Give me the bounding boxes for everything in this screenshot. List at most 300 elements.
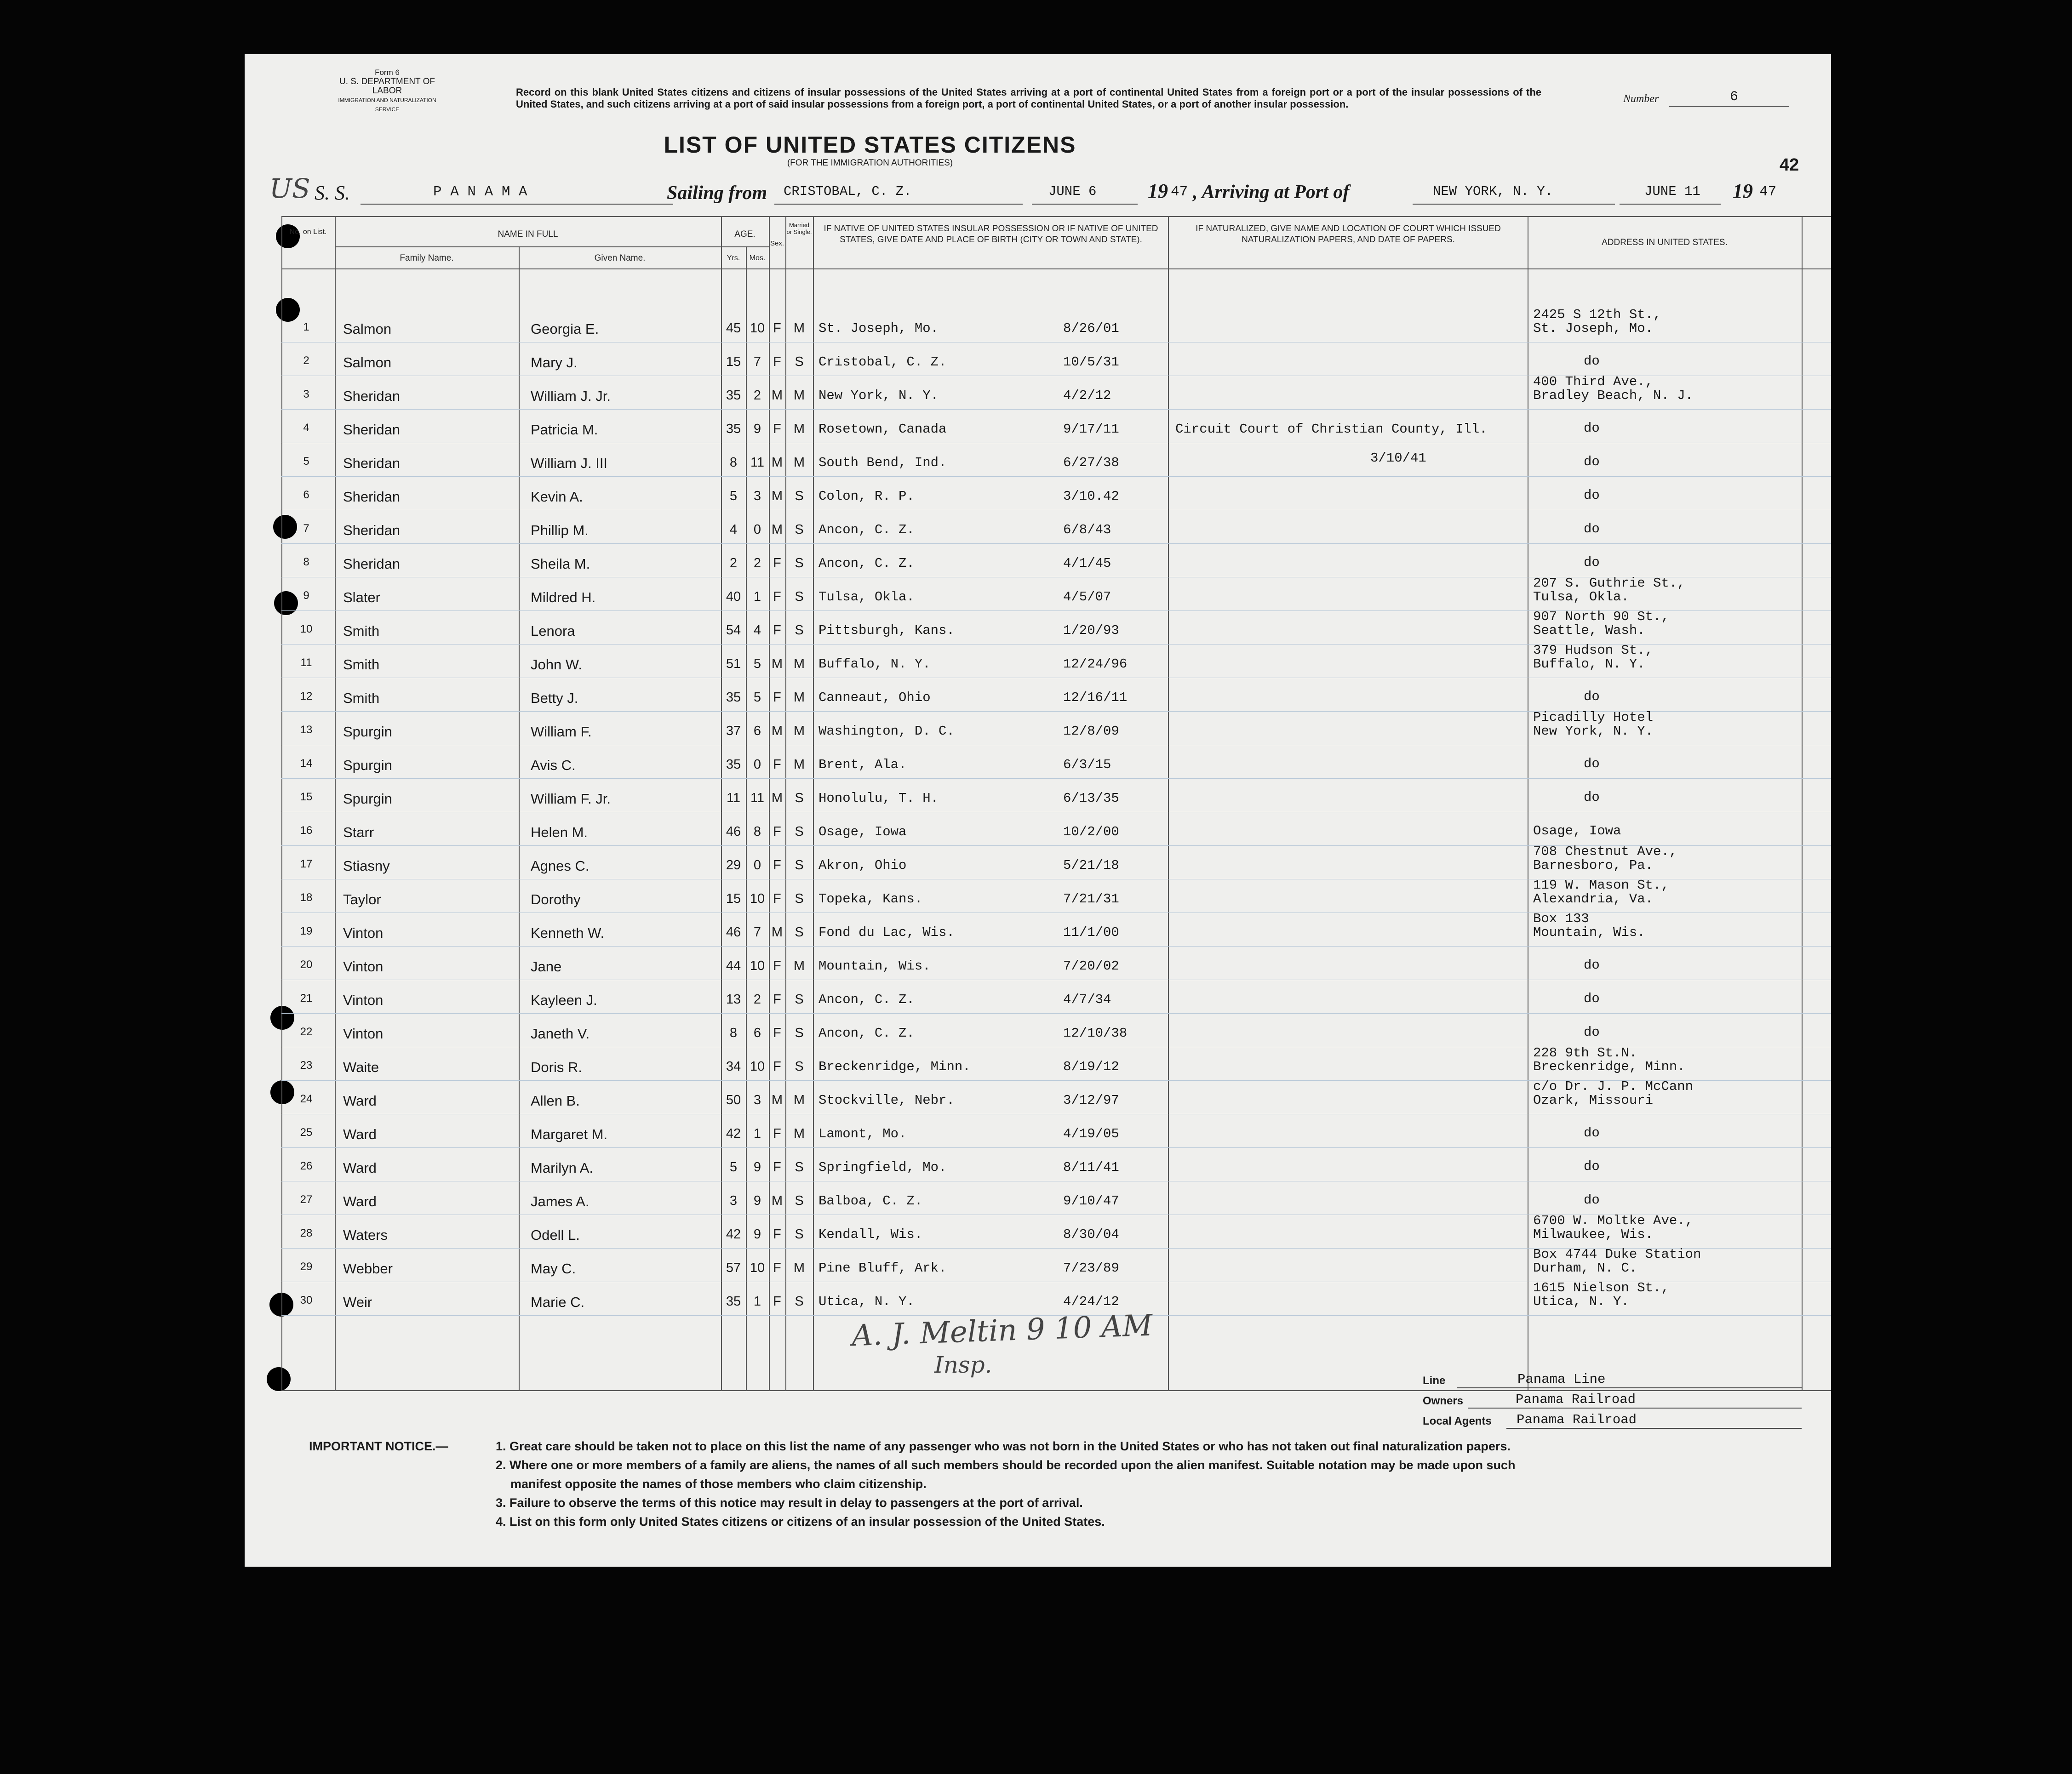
given-name: John W. — [531, 656, 582, 673]
us-address: 119 W. Mason St., Alexandria, Va. — [1533, 878, 1669, 907]
age-months: 9 — [753, 1160, 761, 1175]
age-months: 5 — [753, 656, 761, 671]
given-name: Helen M. — [531, 824, 588, 840]
marital-status: M — [793, 321, 805, 336]
table-bottom-border — [281, 1390, 1831, 1391]
marital-status: S — [795, 1193, 804, 1208]
sex: M — [771, 791, 783, 805]
row-number: 21 — [300, 992, 313, 1004]
age-months: 0 — [753, 522, 761, 537]
arrival-port: NEW YORK, N. Y. — [1433, 184, 1553, 199]
row-number: 10 — [300, 623, 313, 635]
age-months: 10 — [750, 891, 765, 906]
service-name: IMMIGRATION AND NATURALIZATION SERVICE — [338, 97, 436, 113]
given-name: Marilyn A. — [531, 1160, 594, 1176]
notice-item-4: 4. List on this form only United States citizens or citizens of an insular possession of the United States. — [496, 1515, 1105, 1529]
us-address: do — [1584, 421, 1600, 436]
form-title: LIST OF UNITED STATES CITIZENS — [664, 132, 1076, 158]
owners-underline — [1468, 1408, 1802, 1409]
birth-place: Canneaut, Ohio — [818, 690, 931, 705]
birth-place: Buffalo, N. Y. — [818, 656, 931, 672]
family-name: Stiasny — [343, 858, 390, 874]
us-address: 1615 Nielson St., Utica, N. Y. — [1533, 1280, 1669, 1309]
departure-date: JUNE 6 — [1048, 184, 1097, 199]
inspector-title: Insp. — [934, 1352, 992, 1378]
header-bottom-border — [281, 268, 1831, 269]
row-number: 25 — [300, 1126, 313, 1139]
age-years: 37 — [726, 724, 741, 738]
col-header-yrs: Yrs. — [727, 254, 740, 262]
age-months: 4 — [753, 623, 761, 638]
sex: F — [773, 589, 781, 604]
marital-status: S — [795, 556, 804, 570]
marital-status: M — [793, 724, 805, 738]
age-years: 35 — [726, 388, 741, 403]
notice-item-2: 2. Where one or more members of a family are aliens, the names of all such members should be recorded upon the alien manifest. Suitable notation may be made upon such — [496, 1458, 1516, 1472]
us-address: c/o Dr. J. P. McCann Ozark, Missouri — [1533, 1079, 1694, 1108]
age-years: 11 — [726, 791, 741, 805]
number-caption: Number — [1623, 93, 1659, 105]
sailing-label: Sailing from — [667, 183, 767, 204]
age-months: 10 — [750, 1261, 765, 1275]
line-underline — [1457, 1387, 1802, 1388]
age-years: 13 — [726, 992, 741, 1007]
notice-item-2-cont: manifest opposite the names of those members who claim citizenship. — [510, 1477, 927, 1491]
sex: F — [773, 1261, 781, 1275]
given-name: Odell L. — [531, 1227, 580, 1243]
age-months: 10 — [750, 958, 765, 973]
inspector-signature: A. J. Meltin 9 10 AM — [851, 1308, 1153, 1353]
birth-date: 7/23/89 — [1063, 1261, 1119, 1276]
family-name: Vinton — [343, 958, 383, 975]
marital-status: S — [795, 858, 804, 873]
row-number: 7 — [303, 522, 309, 535]
birth-date: 12/10/38 — [1063, 1026, 1128, 1041]
col-header-address: ADDRESS IN UNITED STATES. — [1602, 238, 1728, 247]
birth-date: 6/3/15 — [1063, 757, 1111, 772]
us-address: Box 133 Mountain, Wis. — [1533, 911, 1645, 940]
col-header-age: AGE. — [734, 229, 756, 239]
sex: F — [773, 690, 781, 705]
given-name: Agnes C. — [531, 858, 590, 874]
sex: F — [773, 1227, 781, 1242]
us-address: 228 9th St.N. Breckenridge, Minn. — [1533, 1045, 1685, 1074]
birth-place: Pittsburgh, Kans. — [818, 623, 955, 638]
us-address: 708 Chestnut Ave., Barnesboro, Pa. — [1533, 844, 1677, 873]
age-months: 0 — [753, 858, 761, 873]
marital-status: M — [793, 1093, 805, 1107]
given-name: Kevin A. — [531, 489, 583, 505]
birth-place: Akron, Ohio — [818, 858, 907, 873]
row-number: 18 — [300, 891, 313, 904]
given-name: Allen B. — [531, 1093, 580, 1109]
sex: F — [773, 1160, 781, 1175]
naturalization-date: 3/10/41 — [1370, 451, 1426, 466]
col-header-naturalized: IF NATURALIZED, GIVE NAME AND LOCATION OF COURT WHICH ISSUED NATURALIZATION PAPERS, AND DATE OF PAPERS. — [1196, 224, 1501, 245]
form-instructions: Record on this blank United States citizens and citizens of insular possessions of the United States arriving at a port of continental United States from a foreign port or a port of the insular possessions of the United States, and such citizens arriving at a port of said insular possessions from a foreign port, a port of continental United States, or a port of another insular possession. — [516, 86, 1541, 110]
col-header-given-name: Given Name. — [594, 253, 646, 263]
given-name: Janeth V. — [531, 1026, 590, 1042]
family-name: Vinton — [343, 1026, 383, 1042]
age-months: 1 — [753, 1294, 761, 1309]
age-years: 29 — [726, 858, 741, 873]
marital-status: M — [793, 690, 805, 705]
family-name: Sheridan — [343, 422, 401, 438]
row-number: 2 — [303, 354, 309, 367]
col-header-birth: IF NATIVE OF UNITED STATES INSULAR POSSESSION OR IF NATIVE OF UNITED STATES, GIVE DATE AND PLACE OF BIRTH (CITY OR TOWN AND STATE). — [824, 224, 1158, 245]
age-months: 2 — [753, 556, 761, 570]
birth-date: 4/2/12 — [1063, 388, 1111, 403]
sex: F — [773, 1126, 781, 1141]
departure-port-underline — [774, 204, 1023, 205]
birth-date: 8/26/01 — [1063, 321, 1119, 336]
given-name: William J. III — [531, 455, 608, 471]
family-name: Spurgin — [343, 791, 392, 807]
age-years: 4 — [729, 522, 738, 537]
sex: M — [771, 522, 783, 537]
sex: F — [773, 422, 781, 436]
us-address: 207 S. Guthrie St., Tulsa, Okla. — [1533, 576, 1685, 605]
us-address: do — [1584, 756, 1600, 771]
given-name: Georgia E. — [531, 321, 599, 337]
us-address: 379 Hudson St., Buffalo, N. Y. — [1533, 643, 1654, 672]
birth-place: Brent, Ala. — [818, 757, 907, 772]
birth-date: 4/1/45 — [1063, 556, 1111, 571]
birth-date: 11/1/00 — [1063, 925, 1119, 940]
agents-underline — [1506, 1428, 1802, 1429]
given-name: Doris R. — [531, 1059, 582, 1075]
birth-date: 9/10/47 — [1063, 1193, 1119, 1209]
birth-date: 4/19/05 — [1063, 1126, 1119, 1141]
marital-status: S — [795, 891, 804, 906]
birth-date: 9/17/11 — [1063, 422, 1119, 437]
row-number: 26 — [300, 1160, 313, 1172]
age-months: 11 — [750, 791, 765, 805]
sex: M — [771, 455, 783, 470]
form-agency-block — [337, 68, 438, 114]
notice-item-3: 3. Failure to observe the terms of this notice may result in delay to passengers at the port of arrival. — [496, 1496, 1083, 1510]
arrival-port-underline — [1413, 204, 1615, 205]
family-name: Vinton — [343, 925, 383, 941]
age-months: 6 — [753, 724, 761, 738]
row-number: 14 — [300, 757, 313, 770]
family-name: Spurgin — [343, 724, 392, 740]
row-number: 1 — [303, 321, 309, 333]
row-number: 5 — [303, 455, 309, 468]
sex: M — [771, 489, 783, 503]
col-header-name-in-full: NAME IN FULL — [498, 229, 558, 239]
birth-place: Honolulu, T. H. — [818, 791, 939, 806]
age-years: 8 — [729, 455, 738, 470]
birth-date: 3/10.42 — [1063, 489, 1119, 504]
row-number: 13 — [300, 724, 313, 736]
marital-status: M — [793, 422, 805, 436]
row-rule — [281, 946, 1831, 947]
family-name: Salmon — [343, 321, 392, 337]
birth-place: Lamont, Mo. — [818, 1126, 907, 1141]
birth-place: Fond du Lac, Wis. — [818, 925, 955, 940]
row-rule — [281, 1013, 1831, 1014]
punch-hole — [267, 1367, 291, 1391]
marital-status: M — [793, 388, 805, 403]
birth-place: Utica, N. Y. — [818, 1294, 915, 1309]
birth-place: South Bend, Ind. — [818, 455, 947, 470]
ship-underline — [361, 204, 673, 205]
row-number: 15 — [300, 791, 313, 803]
us-address: do — [1584, 521, 1600, 536]
sex: F — [773, 958, 781, 973]
form-subtitle: (FOR THE IMMIGRATION AUTHORITIES) — [787, 158, 953, 168]
row-rule — [281, 409, 1831, 410]
marital-status: S — [795, 824, 804, 839]
row-number: 19 — [300, 925, 313, 937]
us-address: do — [1584, 1192, 1600, 1208]
age-years: 54 — [726, 623, 741, 638]
agents-value: Panama Railroad — [1517, 1412, 1637, 1427]
family-name: Sheridan — [343, 489, 401, 505]
age-years: 45 — [726, 321, 741, 336]
row-number: 16 — [300, 824, 313, 837]
us-address: Picadilly Hotel New York, N. Y. — [1533, 710, 1654, 739]
age-years: 40 — [726, 589, 741, 604]
marital-status: M — [793, 455, 805, 470]
arrival-date-underline — [1620, 204, 1721, 205]
name-header-divider — [335, 246, 721, 247]
birth-place: Kendall, Wis. — [818, 1227, 923, 1242]
age-years: 44 — [726, 958, 741, 973]
us-address: 907 North 90 St., Seattle, Wash. — [1533, 609, 1669, 638]
age-months: 9 — [753, 1227, 761, 1242]
us-address: do — [1584, 1025, 1600, 1040]
given-name: William F. Jr. — [531, 791, 611, 807]
notice-item-1: 1. Great care should be taken not to place on this list the name of any passenger who was not born in the United States or who has not taken out final naturalization papers. — [496, 1439, 1511, 1453]
age-years: 50 — [726, 1093, 741, 1107]
birth-place: Balboa, C. Z. — [818, 1193, 923, 1209]
birth-place: Colon, R. P. — [818, 489, 915, 504]
us-address: Osage, Iowa — [1533, 823, 1621, 839]
age-years: 2 — [729, 556, 738, 570]
given-name: Sheila M. — [531, 556, 590, 572]
birth-date: 6/8/43 — [1063, 522, 1111, 537]
marital-status: S — [795, 1160, 804, 1175]
us-address: do — [1584, 790, 1600, 805]
marital-status: S — [795, 354, 804, 369]
col-header-sex: Sex. — [770, 240, 784, 247]
birth-place: Rosetown, Canada — [818, 422, 947, 437]
us-address: do — [1584, 689, 1600, 704]
arrival-year-prefix: 19 — [1733, 180, 1753, 202]
family-name: Starr — [343, 824, 374, 840]
age-months: 10 — [750, 321, 765, 336]
us-address: do — [1584, 488, 1600, 503]
age-years: 15 — [726, 354, 741, 369]
birth-place: Stockville, Nebr. — [818, 1093, 955, 1108]
col-header-mos: Mos. — [749, 254, 766, 262]
us-address: do — [1584, 958, 1600, 973]
us-address: 2425 S 12th St., St. Joseph, Mo. — [1533, 307, 1661, 336]
col-divider — [746, 246, 747, 1391]
us-address: Box 4744 Duke Station Durham, N. C. — [1533, 1247, 1701, 1276]
birth-date: 12/16/11 — [1063, 690, 1128, 705]
marital-status: S — [795, 925, 804, 940]
marital-status: S — [795, 589, 804, 604]
row-rule — [281, 1147, 1831, 1148]
family-name: Smith — [343, 690, 380, 706]
age-years: 42 — [726, 1126, 741, 1141]
row-number: 12 — [300, 690, 313, 702]
family-name: Vinton — [343, 992, 383, 1008]
birth-place: Ancon, C. Z. — [818, 1026, 915, 1041]
age-years: 35 — [726, 757, 741, 772]
birth-date: 7/21/31 — [1063, 891, 1119, 907]
age-months: 9 — [753, 1193, 761, 1208]
family-name: Salmon — [343, 354, 392, 371]
given-name: Kayleen J. — [531, 992, 597, 1008]
birth-place: Ancon, C. Z. — [818, 522, 915, 537]
us-address: do — [1584, 454, 1600, 469]
sex: F — [773, 623, 781, 638]
birth-place: Pine Bluff, Ark. — [818, 1261, 947, 1276]
birth-place: Cristobal, C. Z. — [818, 354, 947, 370]
given-name: Avis C. — [531, 757, 576, 773]
row-number: 20 — [300, 958, 313, 971]
arriving-label: , Arriving at Port of — [1193, 182, 1350, 203]
row-rule — [281, 543, 1831, 544]
age-months: 0 — [753, 757, 761, 772]
row-number: 30 — [300, 1294, 313, 1306]
arrival-date: JUNE 11 — [1644, 184, 1700, 199]
family-name: Taylor — [343, 891, 381, 907]
col-divider — [519, 246, 520, 1391]
birth-place: Springfield, Mo. — [818, 1160, 947, 1175]
ship-name: P A N A M A — [433, 184, 527, 200]
marital-status: M — [793, 1261, 805, 1275]
marital-status: S — [795, 1227, 804, 1242]
marital-status: S — [795, 1026, 804, 1040]
marital-status: S — [795, 992, 804, 1007]
departure-year: 47 — [1171, 184, 1188, 200]
birth-date: 6/13/35 — [1063, 791, 1119, 806]
agents-label: Local Agents — [1423, 1415, 1492, 1427]
given-name: Patricia M. — [531, 422, 598, 438]
row-number: 9 — [303, 589, 309, 602]
birth-place: Tulsa, Okla. — [818, 589, 915, 605]
birth-date: 5/21/18 — [1063, 858, 1119, 873]
birth-place: Breckenridge, Minn. — [818, 1059, 971, 1074]
col-header-no: No. on List. — [289, 228, 327, 236]
age-years: 57 — [726, 1261, 741, 1275]
family-name: Sheridan — [343, 455, 401, 471]
age-years: 15 — [726, 891, 741, 906]
birth-date: 8/11/41 — [1063, 1160, 1119, 1175]
row-number: 23 — [300, 1059, 313, 1072]
number-underline — [1669, 106, 1789, 107]
age-years: 5 — [729, 489, 738, 503]
marital-status: S — [795, 1059, 804, 1074]
punch-hole — [276, 298, 300, 322]
age-months: 1 — [753, 589, 761, 604]
birth-place: Ancon, C. Z. — [818, 556, 915, 571]
family-name: Smith — [343, 656, 380, 673]
given-name: William F. — [531, 724, 592, 740]
age-months: 7 — [753, 925, 761, 940]
owners-value: Panama Railroad — [1516, 1392, 1636, 1407]
sex: F — [773, 556, 781, 570]
given-name: Kenneth W. — [531, 925, 605, 941]
row-number: 28 — [300, 1227, 313, 1239]
row-number: 24 — [300, 1093, 313, 1105]
birth-place: New York, N. Y. — [818, 388, 939, 403]
family-name: Smith — [343, 623, 380, 639]
departure-port: CRISTOBAL, C. Z. — [784, 184, 912, 199]
sex: F — [773, 992, 781, 1007]
age-years: 34 — [726, 1059, 741, 1074]
birth-date: 8/19/12 — [1063, 1059, 1119, 1074]
age-months: 3 — [753, 1093, 761, 1107]
family-name: Weir — [343, 1294, 372, 1310]
age-months: 6 — [753, 1026, 761, 1040]
form-number-label: Form 6 — [375, 68, 400, 77]
sex: M — [771, 388, 783, 403]
col-header-married-single: Married or Single. — [786, 222, 812, 235]
sex: F — [773, 891, 781, 906]
family-name: Ward — [343, 1160, 377, 1176]
given-name: Marie C. — [531, 1294, 585, 1310]
row-number: 17 — [300, 858, 313, 870]
given-name: Betty J. — [531, 690, 578, 706]
age-header-divider — [721, 246, 769, 247]
page-number: 42 — [1780, 155, 1799, 175]
sex: M — [771, 1093, 783, 1107]
row-number: 6 — [303, 489, 309, 501]
sex: F — [773, 354, 781, 369]
us-address: do — [1584, 1125, 1600, 1141]
row-number: 11 — [300, 656, 312, 669]
family-name: Sheridan — [343, 556, 401, 572]
marital-status: M — [793, 656, 805, 671]
age-years: 35 — [726, 422, 741, 436]
birth-place: Mountain, Wis. — [818, 958, 931, 974]
marital-status: S — [795, 1294, 804, 1309]
age-months: 3 — [753, 489, 761, 503]
age-years: 5 — [729, 1160, 738, 1175]
departure-date-underline — [1032, 204, 1138, 205]
age-years: 42 — [726, 1227, 741, 1242]
age-months: 1 — [753, 1126, 761, 1141]
family-name: Waite — [343, 1059, 379, 1075]
row-number: 29 — [300, 1261, 313, 1273]
age-months: 11 — [750, 455, 765, 470]
row-number: 8 — [303, 556, 309, 568]
family-name: Sheridan — [343, 522, 401, 538]
marital-status: S — [795, 623, 804, 638]
us-address: do — [1584, 354, 1600, 369]
owners-label: Owners — [1423, 1395, 1464, 1407]
sex: F — [773, 858, 781, 873]
sex: M — [771, 656, 783, 671]
marital-status: M — [793, 757, 805, 772]
us-address: do — [1584, 555, 1600, 570]
marital-status: M — [793, 1126, 805, 1141]
line-value: Panama Line — [1517, 1372, 1606, 1387]
given-name: Dorothy — [531, 891, 581, 907]
table-top-border — [281, 216, 1831, 217]
age-months: 5 — [753, 690, 761, 705]
age-years: 35 — [726, 690, 741, 705]
row-number: 22 — [300, 1026, 313, 1038]
naturalization-court: Circuit Court of Christian County, Ill. — [1175, 422, 1488, 437]
age-months: 10 — [750, 1059, 765, 1074]
